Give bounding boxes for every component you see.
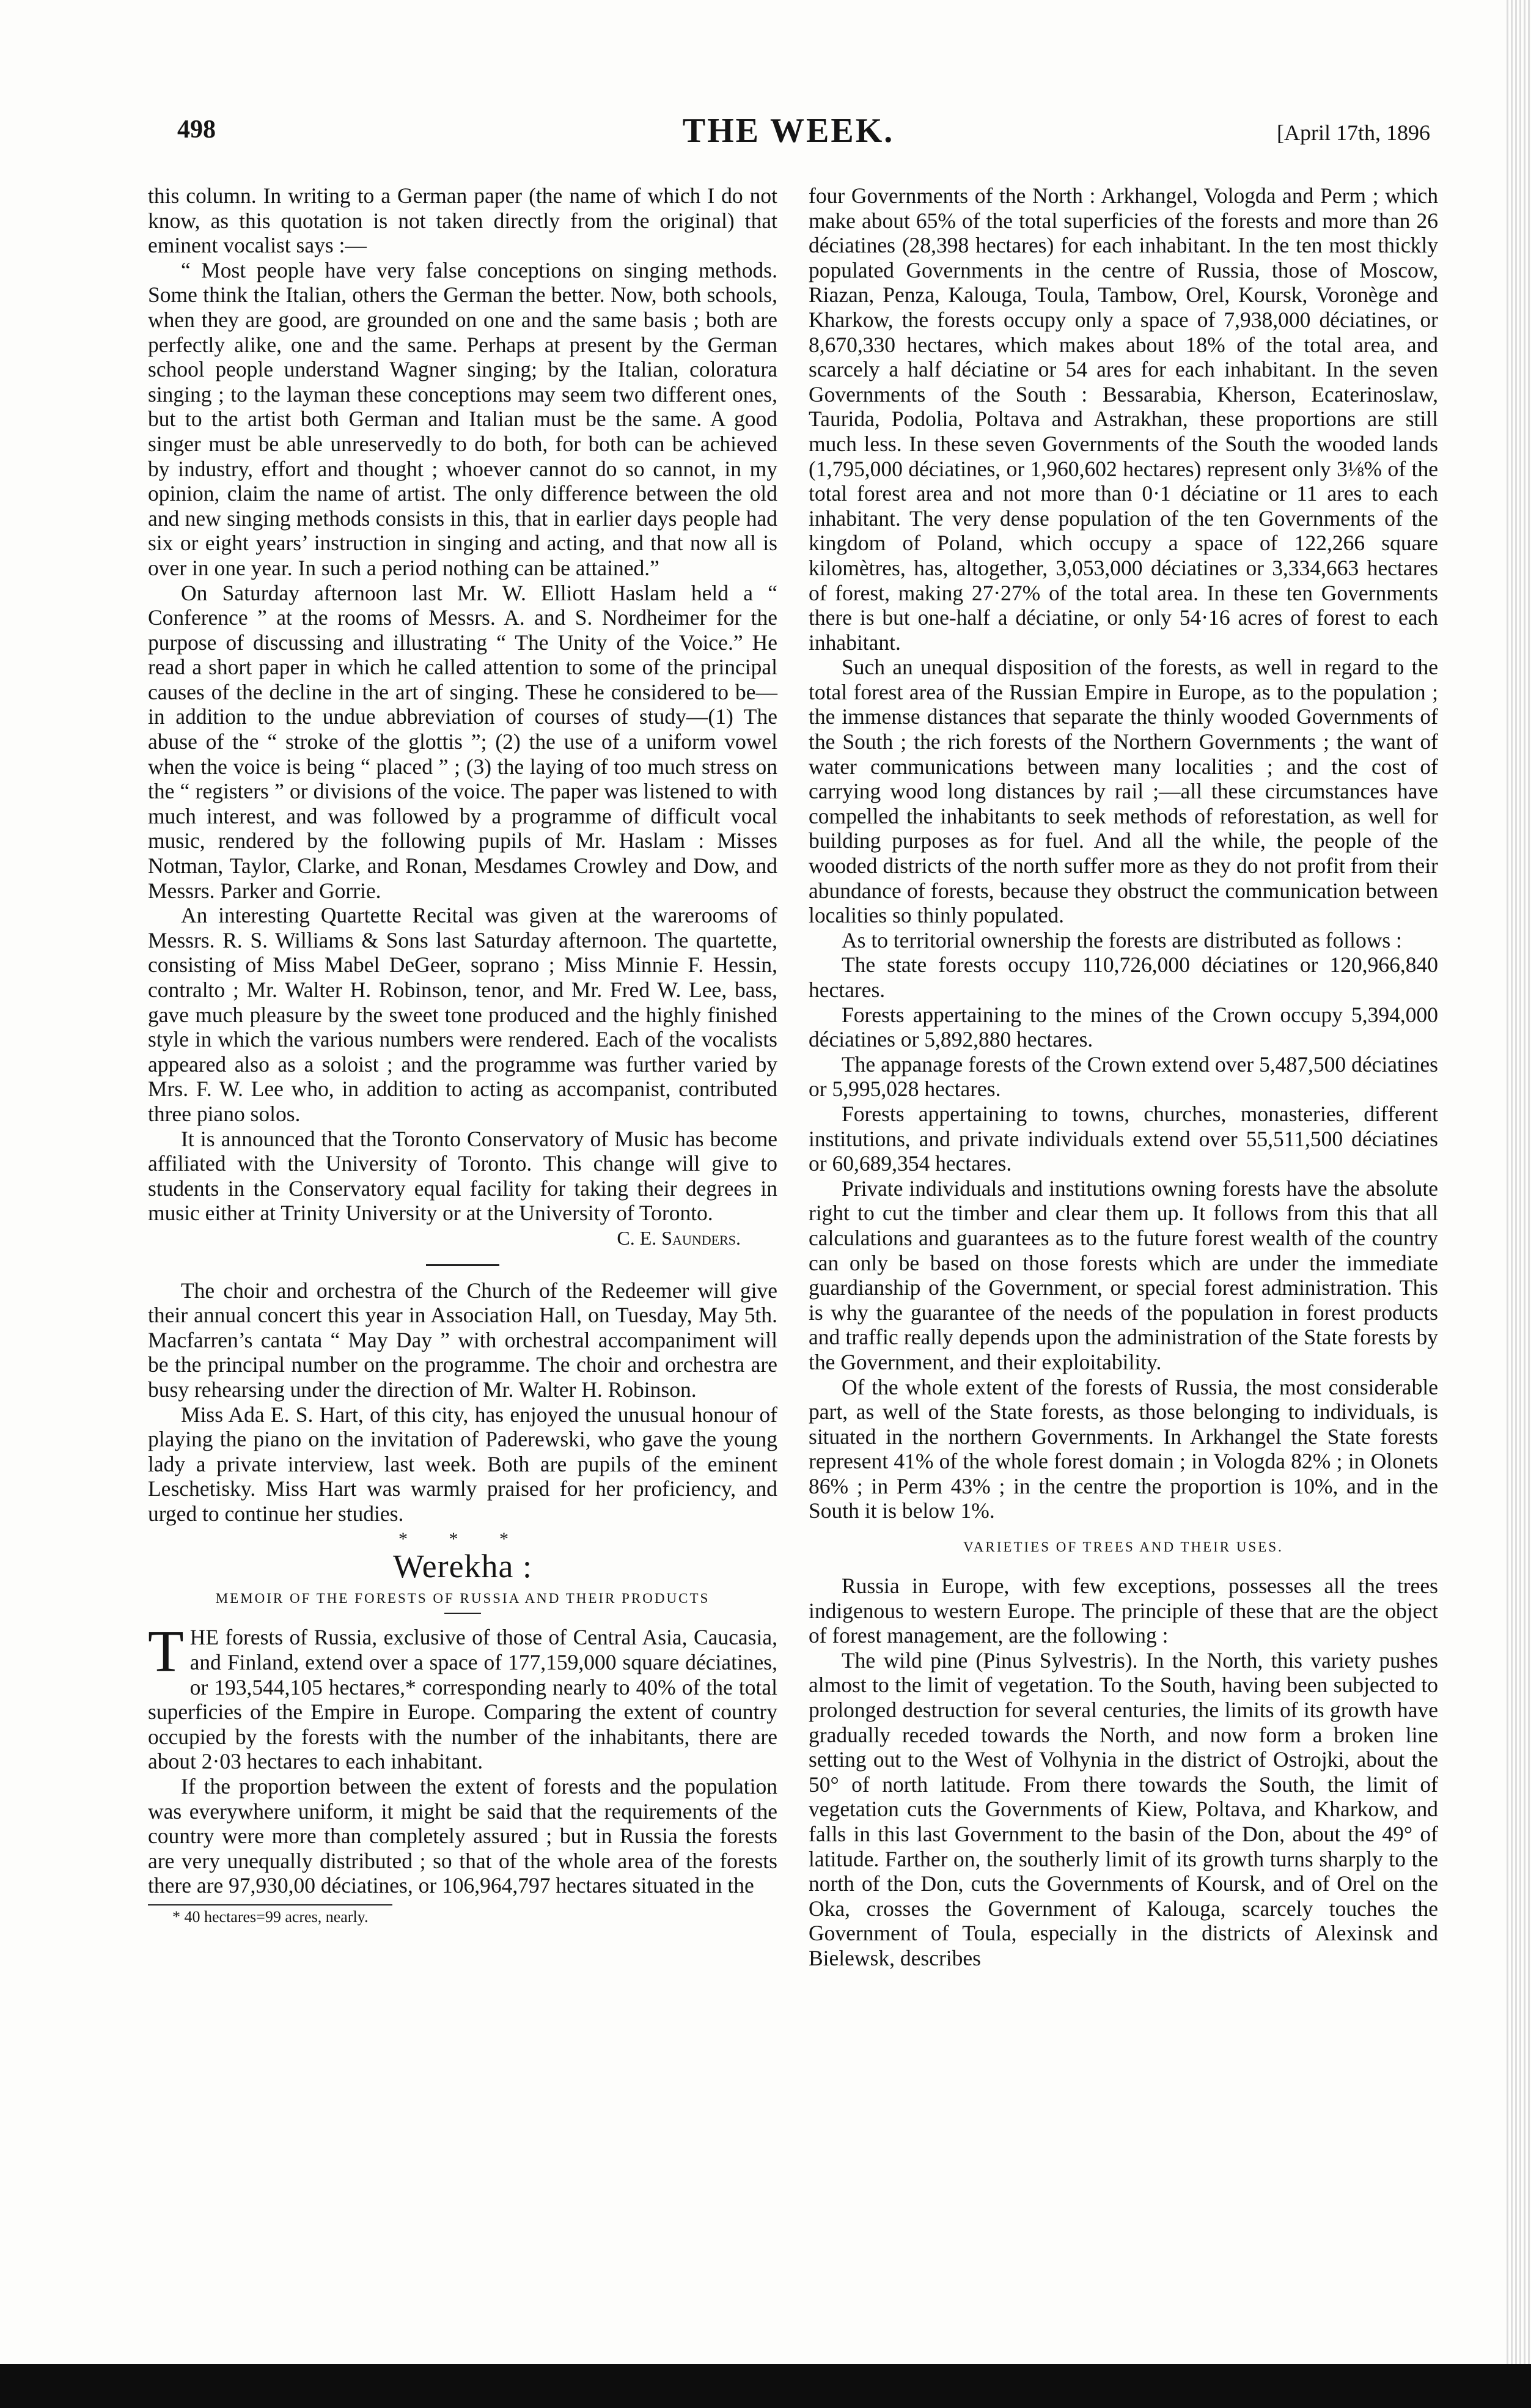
title-divider	[444, 1613, 481, 1614]
paragraph: Of the whole extent of the forests of Russia, the most considerable part, as well of the State forests, as those belonging to individuals, is situated in the northern Governments. In Arkhangel the State forests represent 41% of the whole forest domain ; in Vologda 82% ; in Olonets 86% ; in Perm 43% ; in the centre the proportion is 10%, and in the South it is below 1%.	[809, 1374, 1438, 1523]
issue-date: [April 17th, 1896	[1277, 120, 1430, 145]
paragraph: Forests appertaining to towns, churches, monasteries, different institutions, and private individuals extend over 55,511,500 déciatines or 60,689,354 hectares.	[809, 1101, 1438, 1176]
paragraph-text: HE forests of Russia, exclusive of those of Central Asia, Caucasia, and Finland, extend over a space of 177,159,000 square déciatines, or 193,544,105 hectares,* corresponding nearly to 40% of the total superficies of the Empire in Europe. Comparing the extent of country occupied by the forests with the number of the inhabitants, there are about 2·03 hectares to each inhabitant.	[148, 1625, 777, 1774]
paragraph: The choir and orchestra of the Church of the Redeemer will give their annual concert this year in Association Hall, on Tuesday, May 5th. Macfarren’s cantata “ May Day ” with orchestral accompaniment will be the principal number on the programme. The choir and orchestra are busy rehearsing under the direction of Mr. Walter H. Robinson.	[148, 1278, 777, 1402]
paragraph: The wild pine (Pinus Sylvestris). In the North, this variety pushes almost to the limit of vegetation. To the South, having been subjected to prolonged destruction for several centuries, the limits of its growth have gradually receded towards the North, and now form a broken line setting out to the West of Volhynia in the district of Ostrojki, about the 50° of north latitude. From there towards the South, the limit of vegetation cuts the Governments of Kiew, Poltava, and Kharkow, and falls in this last Government to the basin of the Don, about the 49° of latitude. Farther on, the southerly limit of its growth turns sharply to the north of the Don, cuts the Governments of Koursk, and of Orel on the Oka, crosses the Government of Kalouga, scarcely touches the Government of Toula, especially in the districts of Alexinsk and Bielewsk, describes	[809, 1648, 1438, 1970]
paragraph: Private individuals and institutions owning forests have the absolute right to cut the timber and clear them up. It follows from this that all calculations and guarantees as to the future forest wealth of the country can only be based on those forests which are under the immediate guardianship of the Government, or special forest administration. This is why the guarantee of the needs of the population in forest products and traffic really depends upon the administration of the State forests by the Government, and their exploitability.	[809, 1176, 1438, 1374]
article-title: Werekha :	[392, 1548, 533, 1585]
left-column	[148, 183, 777, 1926]
paragraph: this column. In writing to a German paper (the name of which I do not know, as this quotation is not taken directly from the original) that eminent vocalist says :—	[148, 183, 777, 258]
author-signature: C. E. Saunders.	[617, 1226, 741, 1249]
paragraph: Such an unequal disposition of the forests, as well in regard to the total forest area of the Russian Empire in Europe, as to the population ; the immense distances that separate the thinly wooded Governments of the South ; the rich forests of the Northern Governments ; the want of water communications between many localities ; and the cost of carrying wood long distances by rail ;—all these circumstances have compelled the inhabitants to seek methods of reforestation, as well for building purposes as for fuel. And all the while, the people of the wooded districts of the north suffer more as they do not profit from their abundance of forests, because they obstruct the communication between localities so thinly populated.	[809, 655, 1438, 928]
scan-edge	[1507, 0, 1531, 2408]
right-column	[809, 183, 1438, 1971]
drop-cap: T	[148, 1618, 184, 1684]
paragraph: The appanage forests of the Crown extend over 5,487,500 déciatines or 5,995,028 hectares.	[809, 1051, 1438, 1102]
footnote-rule	[148, 1904, 392, 1905]
paragraph: As to territorial ownership the forests are distributed as follows :	[842, 927, 1402, 952]
paragraph: Russia in Europe, with few exceptions, possesses all the trees indigenous to western Europe. The principle of these that are the object of forest management, are the following :	[809, 1574, 1438, 1648]
paragraph: If the proportion between the extent of forests and the population was everywhere uniform, it might be said that the requirements of the country were more than completely assured ; but in Russia the forests are very unequally distributed ; so that of the whole area of the forests there are 97,930,00 déciatines, or 106,964,797 hectares situated in the	[148, 1774, 777, 1898]
paragraph: “ Most people have very false conceptions on singing methods. Some think the Italian, others the German the better. Now, both schools, when they are good, are grounded on one and the same basis ; both are perfectly alike, one and the same. Perhaps at present by the German school people understand Wagner singing; by the Italian, coloratura singing ; to the layman these conceptions may seem two different ones, but to the artist both German and Italian must be the same. A good singer must be able unreservedly to do both, for both can be achieved by industry, effort and thought ; whoever cannot do so cannot, in my opinion, claim the name of artist. The only difference between the old and new singing methods consists in this, that in earlier days people had six or eight years’ instruction in singing and acting, and that now all is over in one year. In such a period nothing can be attained.”	[148, 257, 777, 580]
paragraph-with-dropcap	[148, 1618, 777, 1774]
scan-bottom-band	[0, 2364, 1531, 2408]
paragraph: The state forests occupy 110,726,000 déciatines or 120,966,840 hectares.	[809, 952, 1438, 1002]
paragraph: Miss Ada E. S. Hart, of this city, has enjoyed the unusual honour of playing the piano on the invitation of Paderewski, who gave the young lady a private interview, last week. Both are pupils of the eminent Leschetisky. Miss Hart was warmly praised for her proficiency, and urged to continue her studies.	[148, 1402, 777, 1526]
paragraph: four Governments of the North : Arkhangel, Vologda and Perm ; which make about 65% of the total superficies of the forests and more than 26 déciatines (28,398 hectares) for each inhabitant. In the ten most thickly populated Governments in the centre of Russia, those of Moscow, Riazan, Penza, Kalouga, Toula, Tambow, Orel, Koursk, Voronège and Kharkow, the forests occupy only a space of 7,938,000 déciatines, or 8,670,330 hectares, which makes about 18% of the total area, and scarcely a half déciatine or 54 ares for each inhabitant. In the seven Governments of the South : Bessarabia, Kherson, Ecaterinoslaw, Taurida, Podolia, Poltava and Astrakhan, these proportions are still much less. In these seven Governments of the South the wooded lands (1,795,000 déciatines, or 1,960,602 hectares) represent only 3⅛% of the total forest area and not more than 0·1 déciatine or 11 ares to each inhabitant. The very dense population of the ten Governments of the kingdom of Poland, which occupy a space of 122,266 square kilomètres, has, altogether, 3,053,000 déciatines or 3,334,663 hectares of forest, making 27·27% of the total area. In these ten Governments there is but one-half a déciatine, or only 54·16 acres of forest to each inhabitant.	[809, 183, 1438, 655]
paragraph: It is announced that the Toronto Conservatory of Music has become affiliated with the University of Toronto. This change will give to students in the Conservatory equal facility for taking their degrees in music either at Trinity University or at the University of Toronto.	[148, 1126, 777, 1226]
article-subtitle: MEMOIR OF THE FORESTS OF RUSSIA AND THEIR PRODUCTS	[215, 1591, 710, 1607]
section-divider	[426, 1264, 499, 1266]
publication-title: THE WEEK.	[682, 112, 895, 150]
paragraph: An interesting Quartette Recital was given at the warerooms of Messrs. R. S. Williams & Sons last Saturday afternoon. The quartette, consisting of Miss Mabel DeGeer, soprano ; Miss Minnie F. Hessin, contralto ; Mr. Walter H. Robinson, tenor, and Mr. Fred W. Lee, bass, gave much pleasure by the sweet tone produced and the highly finished style in which the various numbers were rendered. Each of the vocalists appeared also as a soloist ; and the programme was further varied by Mrs. F. W. Lee who, in addition to acting as accompanist, contributed three piano solos.	[148, 903, 777, 1126]
paragraph: Forests appertaining to the mines of the Crown occupy 5,394,000 déciatines or 5,892,880 hectares.	[809, 1002, 1438, 1052]
page-header	[147, 112, 1430, 158]
asterism: * * *	[398, 1529, 527, 1550]
footnote: * 40 hectares=99 acres, nearly.	[172, 1908, 369, 1926]
section-heading: VARIETIES OF TREES AND THEIR USES.	[963, 1539, 1283, 1555]
paragraph: On Saturday afternoon last Mr. W. Elliott Haslam held a “ Conference ” at the rooms of Messrs. A. and S. Nordheimer for the purpose of discussing and illustrating “ The Unity of the Voice.” He read a short paper in which he called attention to some of the principal causes of the decline in the art of singing. These he considered to be—in addition to the undue abbreviation of courses of study—(1) The abuse of the “ stroke of the glottis ”; (2) the use of a uniform vowel when the voice is being “ placed ” ; (3) the laying of too much stress on the “ registers ” or divisions of the voice. The paper was listened to with much interest, and was followed by a programme of difficult vocal music, rendered by the following pupils of Mr. Haslam : Misses Notman, Taylor, Clarke, and Ronan, Mesdames Crowley and Dow, and Messrs. Parker and Gorrie.	[148, 580, 777, 903]
page-number: 498	[177, 116, 216, 144]
